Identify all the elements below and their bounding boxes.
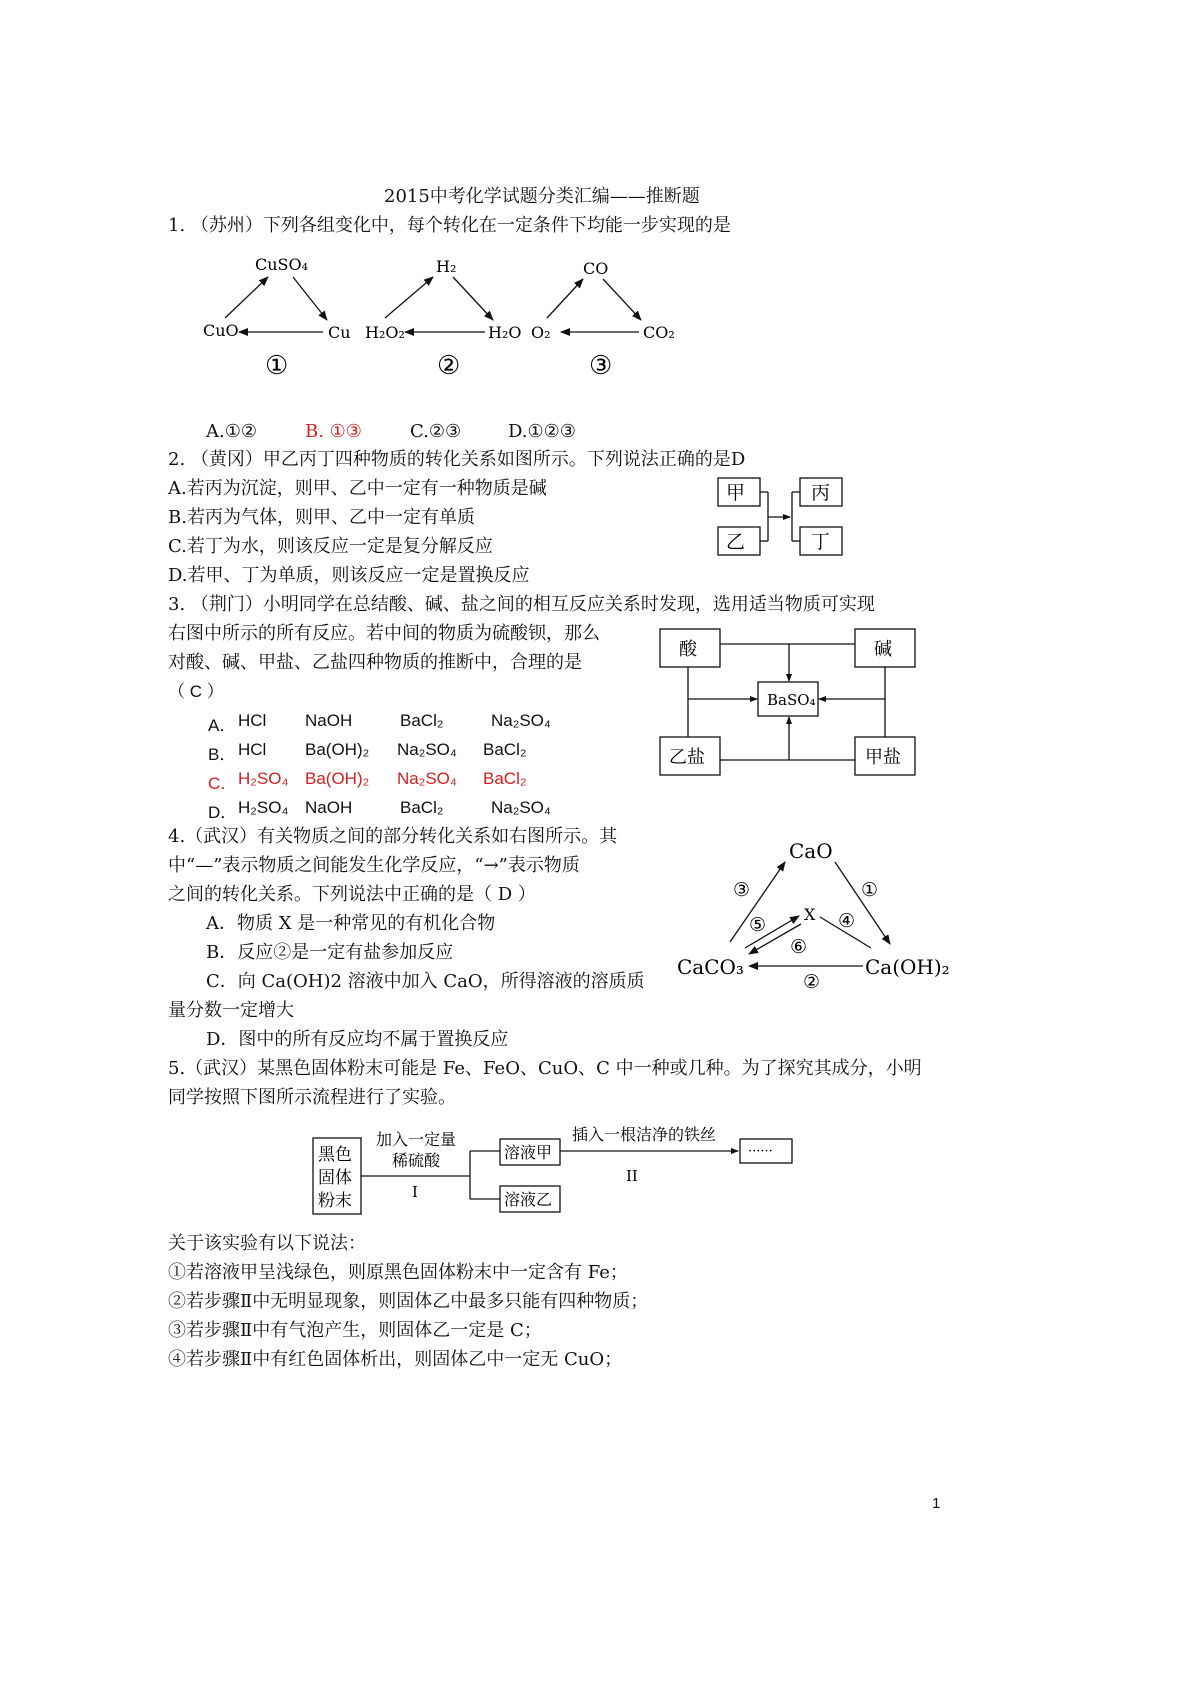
q4-line-1: 4.（武汉）有关物质之间的部分转化关系如右图所示。其 [168, 826, 618, 847]
q5-statement-4: ④若步骤Ⅱ中有红色固体析出，则固体乙中一定无 CuO； [168, 1349, 623, 1370]
q5-statement-1: ①若溶液甲呈浅绿色，则原黑色固体粉末中一定含有 Fe； [168, 1262, 628, 1283]
q2-diagram [712, 475, 862, 565]
q5-after-intro: 关于该实验有以下说法： [168, 1233, 366, 1254]
q2-box-a: 甲 [726, 482, 746, 504]
q5-sol-b: 溶液乙 [504, 1190, 553, 1209]
q3-box-salt-a: 甲盐 [865, 747, 901, 768]
q5-flow-diagram [310, 1120, 800, 1220]
q4-line-3: 之间的转化关系。下列说法中正确的是（ D ） [168, 884, 536, 905]
q3-stem-line-3: 对酸、碱、甲盐、乙盐四种物质的推断中，合理的是 [168, 652, 582, 673]
t1-right: Cu [328, 323, 351, 342]
q3-b-4: BaCl₂ [483, 740, 527, 759]
q3-box-center: BaSO₄ [767, 691, 816, 709]
q4-option-b: B．反应②是一定有盐参加反应 [206, 942, 454, 963]
q1-option-a: A.①② [206, 421, 257, 442]
q1-stem: 1. （苏州）下列各组变化中，每个转化在一定条件下均能一步实现的是 [168, 215, 731, 236]
q5-line-2: 同学按照下图所示流程进行了实验。 [168, 1087, 456, 1108]
q4-n3: ③ [733, 879, 751, 901]
q4-n4: ④ [838, 910, 856, 932]
t2-right: H₂O [488, 323, 522, 342]
t1-label: ① [265, 351, 289, 381]
triangle-1 [203, 255, 351, 381]
q3-stem-line-2: 右图中所示的所有反应。若中间的物质为硫酸钡，那么 [168, 623, 600, 644]
q3-stem-line-4: （ C ） [168, 682, 224, 701]
q3-c-2: Ba(OH)₂ [305, 769, 370, 788]
t3-right: CO₂ [643, 323, 675, 342]
t3-label: ③ [589, 351, 613, 381]
q2-stem: 2. （黄冈）甲乙丙丁四种物质的转化关系如图所示。下列说法正确的是D [168, 449, 746, 470]
q3-box-salt-b: 乙盐 [669, 747, 705, 768]
q3-stem-line-1: 3. （荆门）小明同学在总结酸、碱、盐之间的相互反应关系时发现，选用适当物质可实现 [168, 594, 875, 615]
q3-b-letter: B． [208, 745, 237, 764]
q3-d-3: BaCl₂ [400, 798, 444, 817]
q3-diagram [655, 624, 930, 779]
q2-option-d: D.若甲、丁为单质，则该反应一定是置换反应 [168, 565, 530, 586]
t2-left: H₂O₂ [365, 323, 405, 342]
t1-left: CuO [203, 321, 239, 340]
q3-box-base: 碱 [874, 639, 892, 660]
q5-step2-num: II [626, 1167, 638, 1185]
q3-a-2: NaOH [305, 711, 353, 730]
q4-n1: ① [861, 879, 879, 901]
q5-sol-a: 溶液甲 [504, 1143, 553, 1162]
q3-a-1: HCl [238, 711, 267, 730]
q4-n6: ⑥ [790, 936, 808, 958]
q3-c-4: BaCl₂ [483, 769, 527, 788]
q5-line-1: 5.（武汉）某黑色固体粉末可能是 Fe、FeO、CuO、C 中一种或几种。为了探究其成分，小明 [168, 1058, 922, 1079]
t3-top: CO [583, 259, 609, 278]
q5-end: ······ [748, 1144, 773, 1159]
triangle-2 [365, 257, 521, 381]
t2-label: ② [437, 351, 461, 381]
q2-box-b: 乙 [726, 531, 746, 553]
q5-start-2: 固体 [318, 1168, 352, 1188]
q4-option-c: C．向 Ca(OH)2 溶液中加入 CaO，所得溶液的溶质质 [206, 971, 645, 992]
q2-option-a: A.若丙为沉淀，则甲、乙中一定有一种物质是碱 [168, 478, 547, 499]
q3-d-1: H₂SO₄ [238, 798, 289, 817]
q4-n5: ⑤ [749, 914, 767, 936]
q1-option-b: B. ①③ [305, 421, 362, 442]
q3-d-letter: D． [208, 803, 238, 822]
q4-option-c-cont: 量分数一定增大 [168, 1000, 294, 1021]
q4-option-a: A．物质 X 是一种常见的有机化合物 [206, 913, 496, 934]
q2-option-c: C.若丁为水，则该反应一定是复分解反应 [168, 536, 493, 557]
q1-diagram [195, 250, 685, 385]
q1-option-c: C.②③ [410, 421, 462, 442]
q4-node-right: Ca(OH)₂ [865, 955, 950, 979]
q5-step1-num: I [412, 1183, 418, 1201]
q1-option-d: D.①②③ [508, 421, 576, 442]
q4-line-2: 中“—”表示物质之间能发生化学反应，“→”表示物质 [168, 855, 580, 876]
q3-a-3: BaCl₂ [400, 711, 444, 730]
q3-d-2: NaOH [305, 798, 353, 817]
q2-option-b: B.若丙为气体，则甲、乙中一定有单质 [168, 507, 475, 528]
q4-node-left: CaCO₃ [677, 955, 744, 979]
q3-c-3: Na₂SO₄ [397, 769, 457, 788]
q4-node-center: X [804, 905, 816, 924]
q5-statement-3: ③若步骤Ⅱ中有气泡产生，则固体乙一定是 C； [168, 1320, 542, 1341]
q5-step1-top: 加入一定量 [376, 1130, 457, 1149]
q3-c-letter: C． [208, 774, 238, 793]
triangle-3 [531, 259, 675, 381]
t1-top: CuSO₄ [255, 255, 309, 274]
q3-a-4: Na₂SO₄ [491, 711, 551, 730]
q2-box-d: 丁 [811, 531, 831, 553]
q3-d-4: Na₂SO₄ [491, 798, 551, 817]
page-title: 2015中考化学试题分类汇编——推断题 [384, 186, 700, 207]
q5-statement-2: ②若步骤Ⅱ中无明显现象，则固体乙中最多只能有四种物质； [168, 1291, 649, 1312]
q2-box-c: 丙 [811, 482, 831, 504]
t2-top: H₂ [436, 257, 457, 276]
q3-box-acid: 酸 [679, 639, 697, 660]
q5-step2-top: 插入一根洁净的铁丝 [572, 1125, 717, 1144]
q3-b-2: Ba(OH)₂ [305, 740, 370, 759]
page-number: 1 [932, 1495, 941, 1512]
q3-c-1: H₂SO₄ [238, 769, 289, 788]
q3-a-letter: A． [208, 716, 237, 735]
q5-step1-bottom: 稀硫酸 [392, 1151, 441, 1170]
q4-node-top: CaO [789, 839, 833, 863]
q5-start-1: 黑色 [318, 1145, 352, 1165]
q4-diagram [675, 832, 955, 992]
q3-b-3: Na₂SO₄ [397, 740, 457, 759]
q3-b-1: HCl [238, 740, 267, 759]
t3-left: O₂ [531, 323, 551, 342]
q4-option-d: D．图中的所有反应均不属于置换反应 [206, 1029, 509, 1050]
q4-n2: ② [803, 971, 821, 993]
q5-start-3: 粉末 [318, 1191, 352, 1211]
